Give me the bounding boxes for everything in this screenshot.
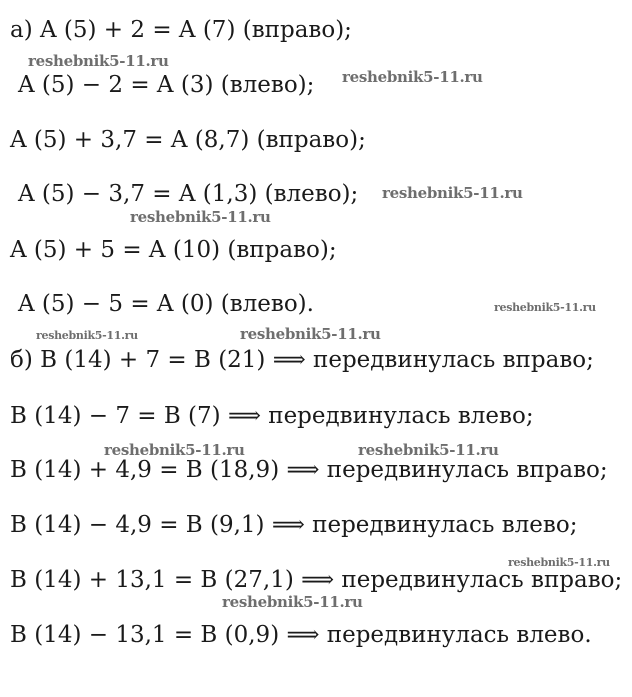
watermark-text: reshebnik5-11.ru	[104, 441, 245, 459]
solution-line-a1: а) A (5) + 2 = A (7) (вправо);	[10, 17, 352, 43]
watermark-text: reshebnik5-11.ru	[358, 441, 499, 459]
solution-line-a5: A (5) + 5 = A (10) (вправо);	[10, 237, 337, 263]
watermark-text: reshebnik5-11.ru	[342, 68, 483, 86]
solution-line-b1: б) B (14) + 7 = B (21) ⟹ передвинулась вправо;	[10, 347, 594, 373]
watermark-text: reshebnik5-11.ru	[222, 593, 363, 611]
watermark-text: reshebnik5-11.ru	[130, 208, 271, 226]
watermark-text: reshebnik5-11.ru	[28, 52, 169, 70]
watermark-text: reshebnik5-11.ru	[36, 329, 138, 342]
solution-line-a6: A (5) − 5 = A (0) (влево).	[18, 291, 314, 317]
solution-line-a2: A (5) − 2 = A (3) (влево);	[18, 72, 315, 98]
solution-line-b2: B (14) − 7 = B (7) ⟹ передвинулась влево;	[10, 403, 534, 429]
solution-line-b4: B (14) − 4,9 = B (9,1) ⟹ передвинулась влево;	[10, 512, 578, 538]
solution-line-a4: A (5) − 3,7 = A (1,3) (влево);	[18, 181, 359, 207]
solution-line-b6: B (14) − 13,1 = B (0,9) ⟹ передвинулась влево.	[10, 622, 592, 648]
watermark-text: reshebnik5-11.ru	[494, 301, 596, 314]
watermark-text: reshebnik5-11.ru	[508, 556, 610, 569]
watermark-text: reshebnik5-11.ru	[382, 184, 523, 202]
solution-line-b5: B (14) + 13,1 = B (27,1) ⟹ передвинулась вправо;	[10, 567, 623, 593]
solution-line-b3: B (14) + 4,9 = B (18,9) ⟹ передвинулась вправо;	[10, 457, 608, 483]
solution-line-a3: A (5) + 3,7 = A (8,7) (вправо);	[10, 127, 366, 153]
watermark-text: reshebnik5-11.ru	[240, 325, 381, 343]
